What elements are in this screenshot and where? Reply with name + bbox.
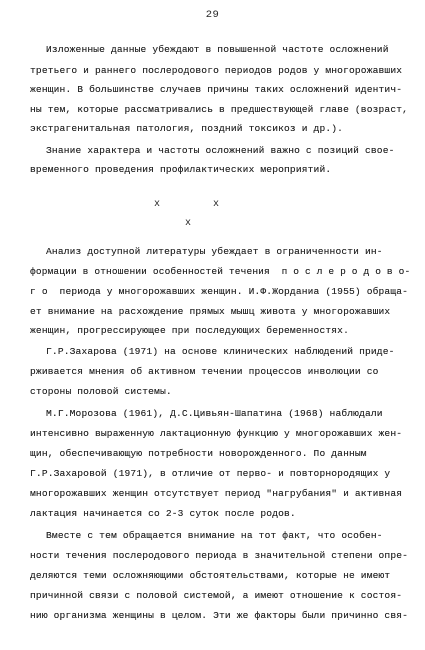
text-line-15: стороны половой системы. — [30, 386, 172, 397]
text-line-23: ности течения послеродового периода в значительной степени опре- — [30, 550, 409, 561]
separator-mark-1: x — [154, 199, 161, 210]
text-line-26: нию организма женщины в целом. Эти же факторы были причинно свя- — [30, 610, 409, 621]
text-line-8: Анализ доступной литературы убеждает в ограниченности ин- — [46, 246, 383, 257]
text-line-14: рживается мнения об активном течении процессов инволюции со — [30, 366, 379, 377]
text-line-7: временного проведения профилактических мероприятий. — [30, 164, 332, 175]
text-line-9: формации в отношении особенностей течения п о с л е р о д о в о- — [30, 266, 411, 277]
text-line-1: Изложенные данные убеждают в повышенной частоте осложнений — [46, 44, 389, 55]
text-line-4: ны тем, которые рассматривались в предшествующей главе (возраст, — [30, 104, 409, 115]
text-line-13: Г.Р.Захарова (1971) на основе клинических наблюдений приде- — [46, 346, 395, 357]
text-line-12: женщин, прогрессирующее при последующих беременностях. — [30, 325, 349, 336]
text-line-11: ет внимание на расхождение прямых мышц живота у многорожавших — [30, 306, 391, 317]
text-line-17: интенсивно выраженную лактационную функцию у многорожавших жен- — [30, 428, 403, 439]
text-line-10: г о периода у многорожавших женщин. И.Ф.Жорданиа (1955) обраща- — [30, 286, 409, 297]
text-line-20: многорожавших женщин отсутствует период "нагрубания" и активная — [30, 488, 403, 499]
text-line-21: лактация начинается со 2-3 суток после родов. — [30, 508, 296, 519]
separator-mark-2: x — [213, 199, 220, 210]
text-line-19: Г.Р.Захаровой (1971), в отличие от перво- и повторнородящих у — [30, 468, 391, 479]
text-line-16: М.Г.Морозова (1961), Д.С.Цивьян-Шапатина (1968) наблюдали — [46, 408, 383, 419]
text-line-18: щин, обеспечивающую потребности новорожденного. По данным — [30, 448, 367, 459]
text-line-5: экстрагенитальная патология, поздний токсикоз и др.). — [30, 123, 344, 134]
text-line-2: третьего и раннего послеродового периодов родов у многорожавших — [30, 65, 403, 76]
separator-mark-3: x — [185, 218, 192, 229]
text-line-24: деляются теми осложняющими обстоятельствами, которые не имеют — [30, 570, 391, 581]
text-line-6: Знание характера и частоты осложнений важно с позиций свое- — [46, 145, 395, 156]
page-number: 29 — [205, 9, 220, 21]
text-line-25: причинной связи с половой системой, а имеют отношение к состоя- — [30, 590, 403, 601]
text-line-3: женщин. В большинстве случаев причины таких осложнений идентич- — [30, 84, 403, 95]
text-line-22: Вместе с тем обращается внимание на тот факт, что особен- — [46, 530, 383, 541]
